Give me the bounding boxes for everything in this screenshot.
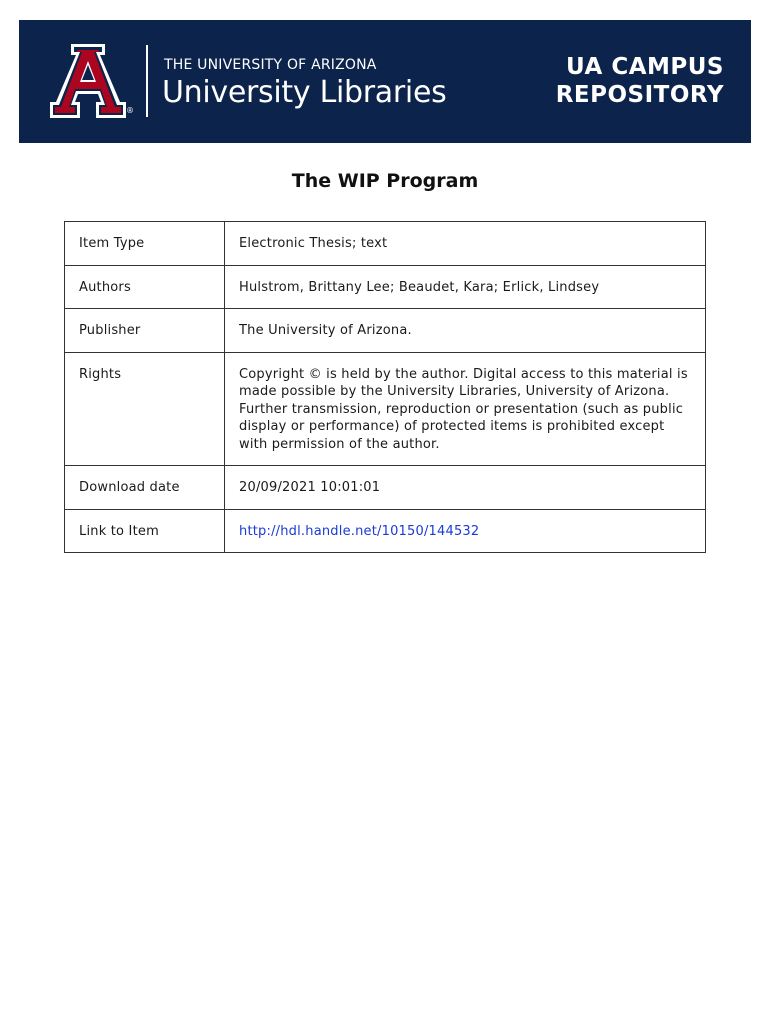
banner-divider bbox=[146, 45, 148, 117]
item-handle-link[interactable]: http://hdl.handle.net/10150/144532 bbox=[239, 523, 480, 539]
link-to-item-cell bbox=[225, 509, 706, 553]
table-row bbox=[65, 222, 706, 266]
rights-value: Copyright © is held by the author. Digital access to this material is made possible by the University Libraries, University of Arizona. Further transmission, reproduction or presentation (such as public display or performance) of protected items is prohibited except with permission of the author. bbox=[225, 352, 706, 466]
download-date-value: 20/09/2021 10:01:01 bbox=[225, 466, 706, 510]
download-date-label: Download date bbox=[65, 466, 225, 510]
table-row bbox=[65, 466, 706, 510]
authors-label: Authors bbox=[65, 265, 225, 309]
item-type-label: Item Type bbox=[65, 222, 225, 266]
document-title: The WIP Program bbox=[291, 170, 479, 192]
repository-title-line1: UA CAMPUS bbox=[566, 54, 724, 80]
registered-mark: ® bbox=[126, 106, 134, 115]
authors-value: Hulstrom, Brittany Lee; Beaudet, Kara; Erlick, Lindsey bbox=[225, 265, 706, 309]
metadata-table bbox=[64, 221, 706, 553]
rights-label: Rights bbox=[65, 352, 225, 466]
arizona-a-logo-icon bbox=[44, 44, 132, 118]
repository-title-line2: REPOSITORY bbox=[555, 82, 724, 108]
publisher-label: Publisher bbox=[65, 309, 225, 353]
publisher-value: The University of Arizona. bbox=[225, 309, 706, 353]
libraries-name: University Libraries bbox=[162, 75, 447, 110]
table-row bbox=[65, 265, 706, 309]
item-type-value: Electronic Thesis; text bbox=[225, 222, 706, 266]
link-to-item-label: Link to Item bbox=[65, 509, 225, 553]
header-banner bbox=[19, 20, 751, 143]
table-row bbox=[65, 352, 706, 466]
table-row bbox=[65, 309, 706, 353]
table-row bbox=[65, 509, 706, 553]
university-name: THE UNIVERSITY OF ARIZONA bbox=[164, 57, 377, 73]
